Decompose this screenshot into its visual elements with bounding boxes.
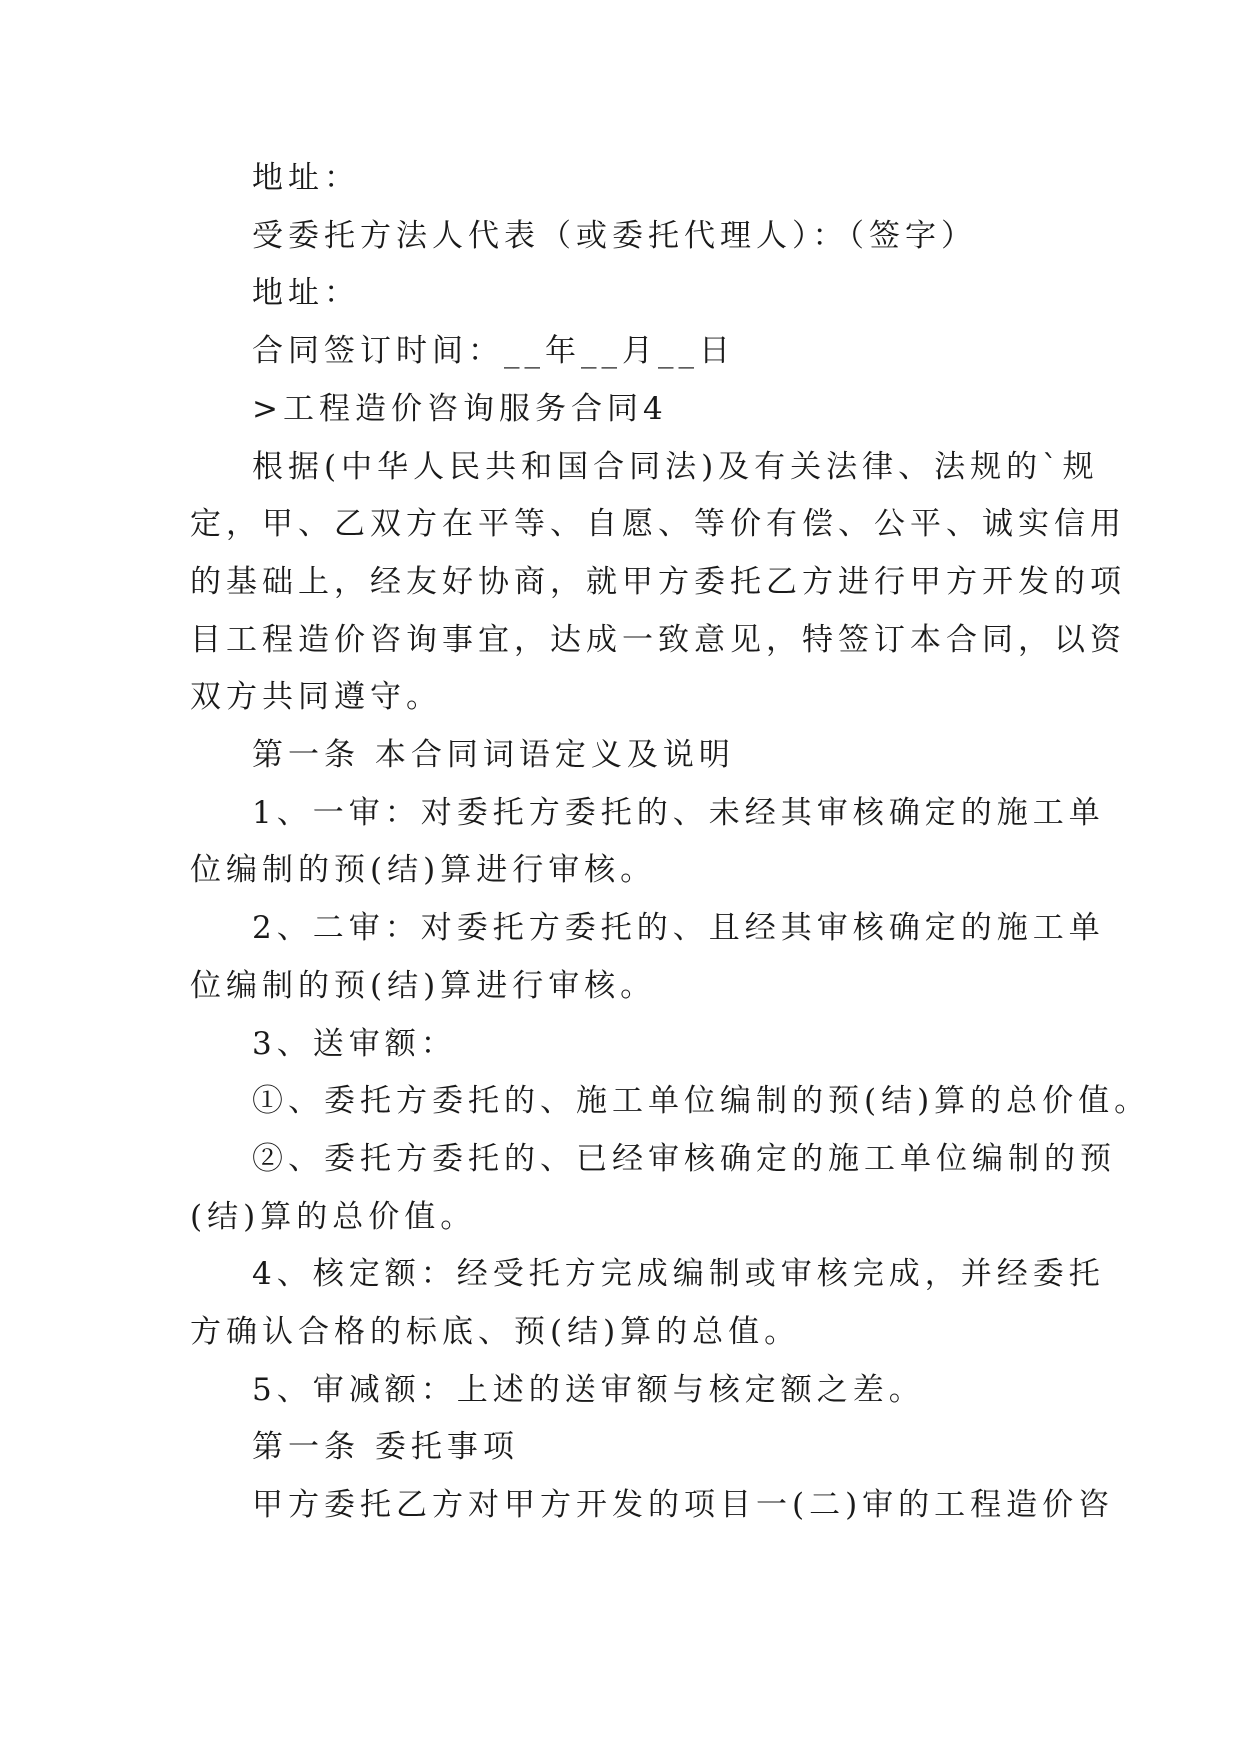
document-body <box>190 150 1151 1535</box>
text-line: ②、委托方委托的、已经审核确定的施工单位编制的预 <box>252 1140 1116 1177</box>
text-line: 4、核定额：经受托方完成编制或审核完成，并经委托 <box>252 1256 1105 1293</box>
text-line: 甲方委托乙方对甲方开发的项目一(二)审的工程造价咨 <box>252 1487 1115 1524</box>
text-line: 1、一审：对委托方委托的、未经其审核确定的施工单 <box>252 794 1105 831</box>
article-heading: 第一条 委托事项 <box>252 1429 519 1466</box>
text-line: 定，甲、乙双方在平等、自愿、等价有偿、公平、诚实信用 <box>190 506 1126 543</box>
text-line: 受委托方法人代表（或委托代理人）：（签字） <box>252 217 977 254</box>
text-line: 根据(中华人民共和国合同法)及有关法律、法规的`规 <box>252 448 1099 485</box>
text-line: 方确认合格的标底、预(结)算的总值。 <box>190 1314 801 1351</box>
text-line: 3、送审额： <box>252 1025 457 1062</box>
article-heading: 第一条 本合同词语定义及说明 <box>252 737 735 774</box>
text-line: 5、审减额：上述的送审额与核定额之差。 <box>252 1371 925 1408</box>
text-line: 位编制的预(结)算进行审核。 <box>190 967 657 1004</box>
section-heading: >工程造价咨询服务合同4 <box>252 390 668 427</box>
text-line: (结)算的总价值。 <box>190 1198 477 1235</box>
text-line: 目工程造价咨询事宜，达成一致意见，特签订本合同，以资 <box>190 621 1126 658</box>
text-line: 的基础上，经友好协商，就甲方委托乙方进行甲方开发的项 <box>190 563 1126 600</box>
text-line: ①、委托方委托的、施工单位编制的预(结)算的总价值。 <box>252 1083 1151 1120</box>
text-line: 合同签订时间：__年__月__日 <box>252 333 735 370</box>
text-line: 地址： <box>252 275 360 312</box>
text-line: 2、二审：对委托方委托的、且经其审核确定的施工单 <box>252 910 1105 947</box>
text-line: 双方共同遵守。 <box>190 679 442 716</box>
text-line: 地址： <box>252 160 360 196</box>
text-line: 位编制的预(结)算进行审核。 <box>190 852 657 889</box>
